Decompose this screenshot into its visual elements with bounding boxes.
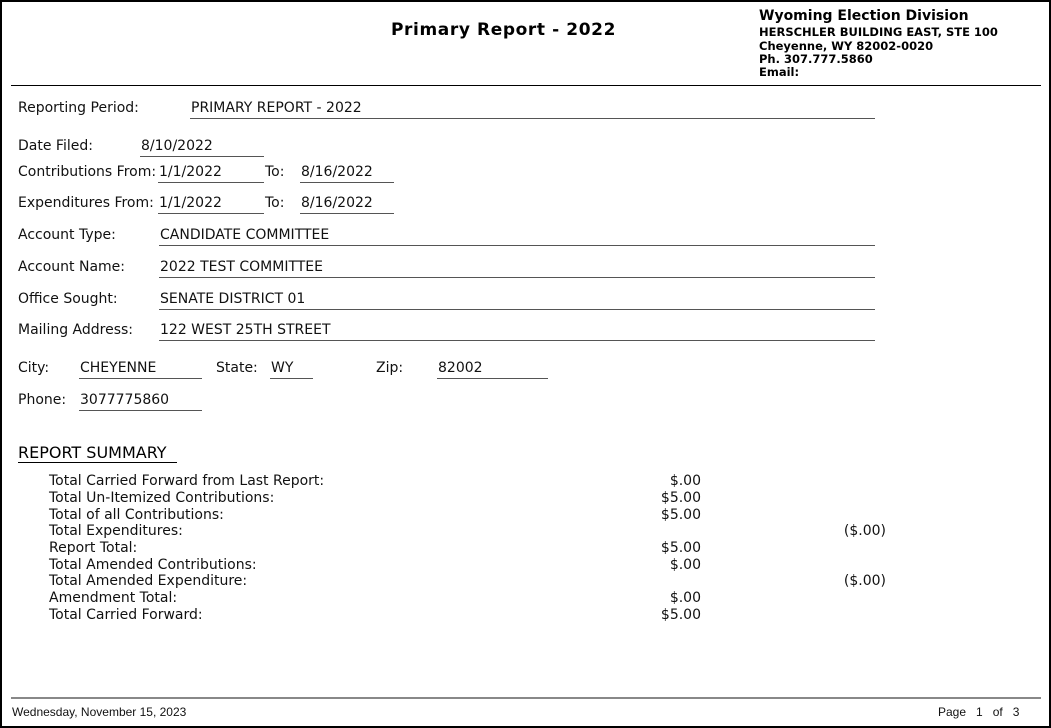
summary-row-label: Total Amended Contributions: [49,557,257,573]
org-city-state-zip: Cheyenne, WY 82002-0020 [759,39,934,53]
contributions-to-label: To: [265,164,285,180]
city-label: City: [18,360,50,376]
summary-row-label: Total of all Contributions: [49,507,224,523]
summary-row-amount: $.00 [669,557,701,573]
footer-divider [11,697,1041,699]
summary-row-label: Total Carried Forward from Last Report: [49,473,325,489]
of-label: of [992,705,1003,719]
report-summary-heading: REPORT SUMMARY [18,443,177,463]
expenditures-from-value: 1/1/2022 [158,195,264,214]
summary-row-label: Total Carried Forward: [49,607,203,623]
contributions-from-label: Contributions From: [18,164,157,180]
mailing-address-value: 122 WEST 25TH STREET [159,322,875,341]
account-name-value: 2022 TEST COMMITTEE [159,259,875,278]
reporting-period-label: Reporting Period: [18,100,139,116]
summary-row-amount: $5.00 [660,540,701,556]
account-type-value: CANDIDATE COMMITTEE [159,227,875,246]
footer-date: Wednesday, November 15, 2023 [12,705,187,719]
expenditures-to-label: To: [265,195,285,211]
state-label: State: [216,360,258,376]
summary-row-amount: $5.00 [660,490,701,506]
org-email: Email: [759,65,800,79]
summary-row-amount: $5.00 [660,607,701,623]
summary-row-label: Total Un-Itemized Contributions: [49,490,275,506]
account-name-label: Account Name: [18,259,125,275]
org-name: Wyoming Election Division [759,8,969,24]
date-filed-label: Date Filed: [18,138,93,154]
summary-row-negative: ($.00) [843,573,886,589]
summary-row-negative: ($.00) [843,523,886,539]
date-filed-value: 8/10/2022 [140,138,264,157]
expenditures-from-label: Expenditures From: [18,195,154,211]
zip-label: Zip: [376,360,404,376]
office-sought-label: Office Sought: [18,291,118,307]
expenditures-to-value: 8/16/2022 [300,195,394,214]
office-sought-value: SENATE DISTRICT 01 [159,291,875,310]
summary-row-label: Amendment Total: [49,590,178,606]
report-title: Primary Report - 2022 [391,20,617,40]
page-number: 1 [976,705,983,719]
city-value: CHEYENNE [79,360,202,379]
summary-row-label: Total Amended Expenditure: [49,573,248,589]
summary-row-label: Total Expenditures: [49,523,183,539]
header-divider [11,85,1041,86]
account-type-label: Account Type: [18,227,116,243]
mailing-address-label: Mailing Address: [18,322,134,338]
total-pages: 3 [1012,705,1020,719]
summary-row-amount: $5.00 [660,507,701,523]
contributions-to-value: 8/16/2022 [300,164,394,183]
reporting-period-value: PRIMARY REPORT - 2022 [190,100,875,119]
summary-row-amount: $.00 [669,590,701,606]
phone-value: 3077775860 [79,392,202,411]
summary-row-label: Report Total: [49,540,138,556]
org-phone: Ph. 307.777.5860 [759,52,873,66]
page-indicator [938,705,1019,719]
zip-value: 82002 [437,360,548,379]
summary-row-amount: $.00 [669,473,701,489]
page-label: Page [938,705,967,719]
phone-label: Phone: [18,392,67,408]
state-value: WY [270,360,313,379]
contributions-from-value: 1/1/2022 [158,164,264,183]
org-address: HERSCHLER BUILDING EAST, STE 100 [759,25,998,39]
